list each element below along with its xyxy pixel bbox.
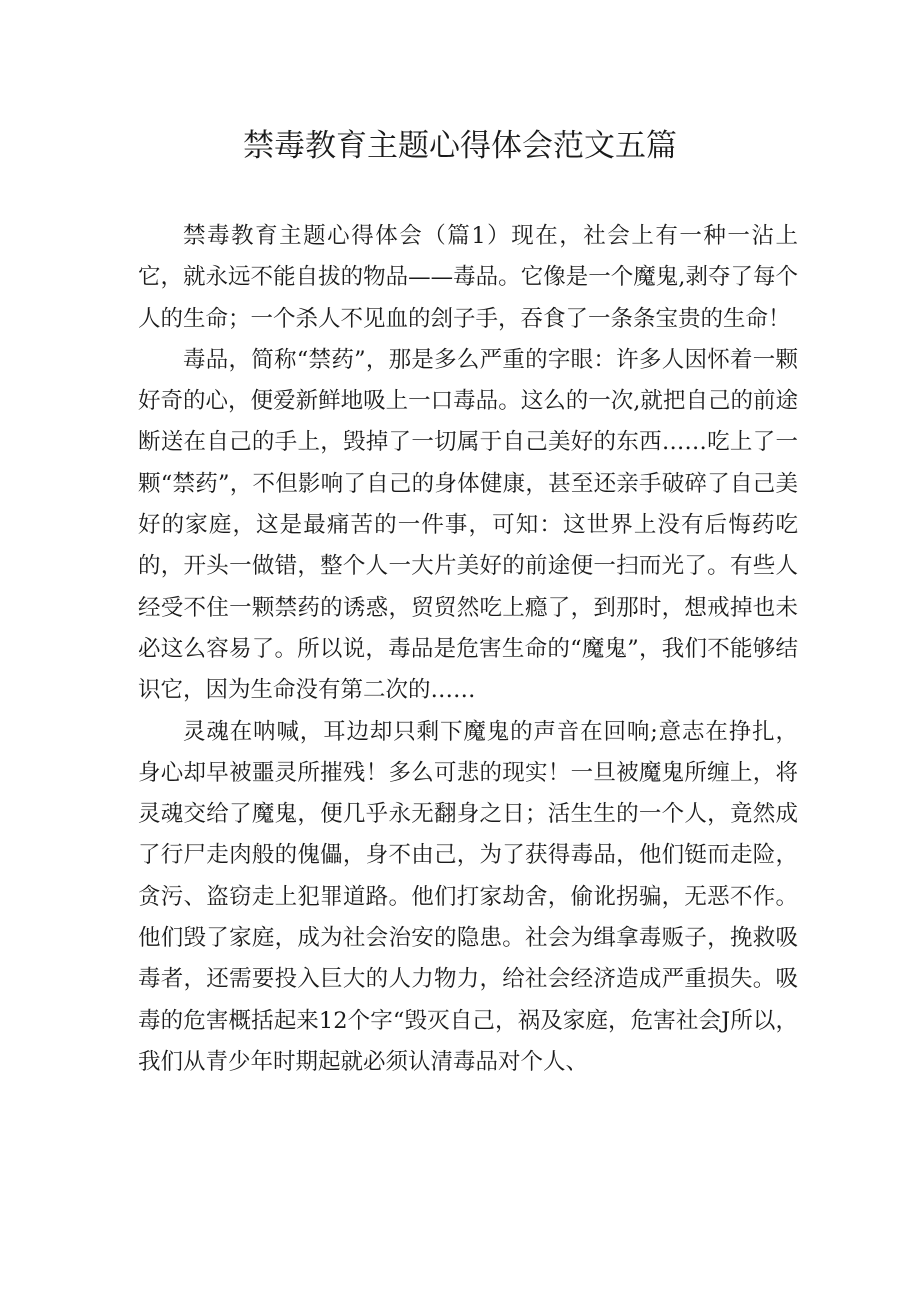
document-body <box>138 216 798 1083</box>
paragraph-1: 禁毒教育主题心得体会（篇1）现在，社会上有一种一沾上它，就永远不能自拔的物品——毒品。它像是一个魔鬼,剥夺了每个人的生命；一个杀人不见血的刽子手，吞食了一条条宝贵的生命！ <box>138 223 798 332</box>
paragraph-2: 毒品，简称“禁药”，那是多么严重的字眼：许多人因怀着一颗好奇的心，便爱新鲜地吸上一口毒品。这么的一次,就把自己的前途断送在自己的手上，毁掉了一切属于自己美好的东西……吃上了一颗“禁药”，不但影响了自己的身体健康，甚至还亲手破碎了自己美好的家庭，这是最痛苦的一件事，可知：这世界上没有后悔药吃的，开头一做错，整个人一大片美好的前途便一扫而光了。有些人经受不住一颗禁药的诱惑，贸贸然吃上瘾了，到那时，想戒掉也未必这么容易了。所以说，毒品是危害生命的“魔鬼”，我们不能够结识它，因为生命没有第二次的…… <box>138 346 798 704</box>
document-title: 禁毒教育主题心得体会范文五篇 <box>243 128 677 164</box>
paragraph-3: 灵魂在呐喊，耳边却只剩下魔鬼的声音在回响;意志在挣扎，身心却早被噩灵所摧残！多么可悲的现实！一旦被魔鬼所缠上，将灵魂交给了魔鬼，便几乎永无翻身之日；活生生的一个人，竟然成了行尸走肉般的傀儡，身不由己，为了获得毒品，他们铤而走险，贪污、盗窃走上犯罪道路。他们打家劫舍，偷讹拐骗，无恶不作。他们毁了家庭，成为社会治安的隐患。社会为缉拿毒贩子，挽救吸毒者，还需要投入巨大的人力物力，给社会经济造成严重损失。吸毒的危害概括起来12个字“毁灭自己，祸及家庭，危害社会J所以，我们从青少年时期起就必须认清毒品对个人、 <box>138 718 798 1075</box>
